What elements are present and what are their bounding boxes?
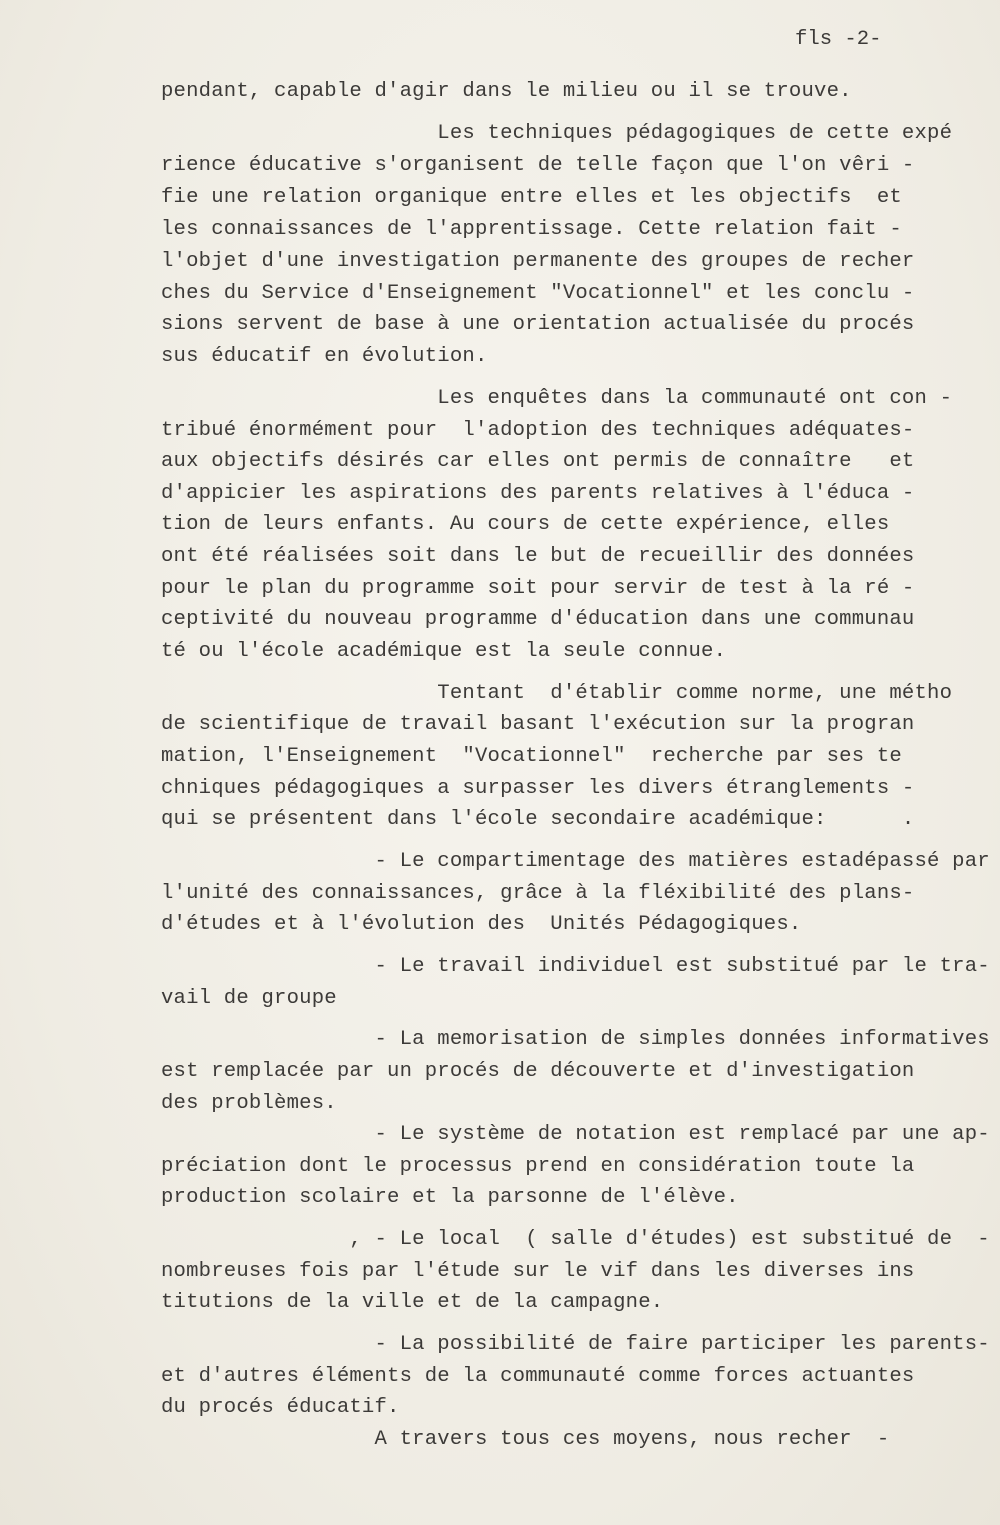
text-line: l'objet d'une investigation permanente des groupes de recher bbox=[161, 250, 915, 273]
text-line: - Le compartimentage des matières estadépassé par bbox=[161, 850, 990, 873]
text-line: - La possibilité de faire participer les parents- bbox=[161, 1333, 990, 1356]
text-line: mation, l'Enseignement "Vocationnel" recherche par ses te bbox=[161, 745, 902, 768]
text-line: titutions de la ville et de la campagne. bbox=[161, 1291, 664, 1314]
text-line: ont été réalisées soit dans le but de recueillir des données bbox=[161, 545, 915, 568]
page-number: fls -2- bbox=[795, 28, 882, 51]
text-line: Tentant d'établir comme norme, une métho bbox=[161, 682, 953, 705]
text-line: rience éducative s'organisent de telle façon que l'on vêri - bbox=[161, 154, 915, 177]
text-line: nombreuses fois par l'étude sur le vif dans les diverses ins bbox=[161, 1260, 915, 1283]
text-line: préciation dont le processus prend en considération toute la bbox=[161, 1155, 915, 1178]
text-line: est remplacée par un procés de découverte et d'investigation bbox=[161, 1060, 915, 1083]
text-line: A travers tous ces moyens, nous recher - bbox=[161, 1428, 890, 1451]
text-line: - La memorisation de simples données informatives bbox=[161, 1028, 990, 1051]
text-line: du procés éducatif. bbox=[161, 1396, 400, 1419]
text-line: ches du Service d'Enseignement "Vocationnel" et les conclu - bbox=[161, 282, 915, 305]
text-line: ceptivité du nouveau programme d'éducation dans une communau bbox=[161, 608, 915, 631]
text-line: tribué énormément pour l'adoption des techniques adéquates- bbox=[161, 419, 915, 442]
text-line: , - Le local ( salle d'études) est substitué de - bbox=[161, 1228, 990, 1251]
text-line: vail de groupe bbox=[161, 987, 337, 1010]
text-line: tion de leurs enfants. Au cours de cette expérience, elles bbox=[161, 513, 890, 536]
text-line: sions servent de base à une orientation actualisée du procés bbox=[161, 313, 915, 336]
text-line: l'unité des connaissances, grâce à la fléxibilité des plans- bbox=[161, 882, 915, 905]
text-line: de scientifique de travail basant l'exécution sur la progran bbox=[161, 713, 915, 736]
text-line: qui se présentent dans l'école secondaire académique: . bbox=[161, 808, 915, 831]
text-line: fie une relation organique entre elles et les objectifs et bbox=[161, 186, 902, 209]
text-line: té ou l'école académique est la seule connue. bbox=[161, 640, 727, 663]
text-line: Les enquêtes dans la communauté ont con - bbox=[161, 387, 953, 410]
text-line: des problèmes. bbox=[161, 1092, 337, 1115]
text-line: chniques pédagogiques a surpasser les divers étranglements - bbox=[161, 777, 915, 800]
text-line: pour le plan du programme soit pour servir de test à la ré - bbox=[161, 577, 915, 600]
text-line: sus éducatif en évolution. bbox=[161, 345, 488, 368]
text-line: les connaissances de l'apprentissage. Cette relation fait - bbox=[161, 218, 902, 241]
text-line: production scolaire et la parsonne de l'élève. bbox=[161, 1186, 739, 1209]
text-line: aux objectifs désirés car elles ont permis de connaître et bbox=[161, 450, 915, 473]
text-line: et d'autres éléments de la communauté comme forces actuantes bbox=[161, 1365, 915, 1388]
text-line: - Le travail individuel est substitué par le tra- bbox=[161, 955, 990, 978]
text-line: Les techniques pédagogiques de cette expé bbox=[161, 122, 953, 145]
text-line: d'appicier les aspirations des parents relatives à l'éduca - bbox=[161, 482, 915, 505]
text-line: d'études et à l'évolution des Unités Pédagogiques. bbox=[161, 913, 802, 936]
text-line: pendant, capable d'agir dans le milieu ou il se trouve. bbox=[161, 80, 852, 103]
text-line: - Le système de notation est remplacé par une ap- bbox=[161, 1123, 990, 1146]
